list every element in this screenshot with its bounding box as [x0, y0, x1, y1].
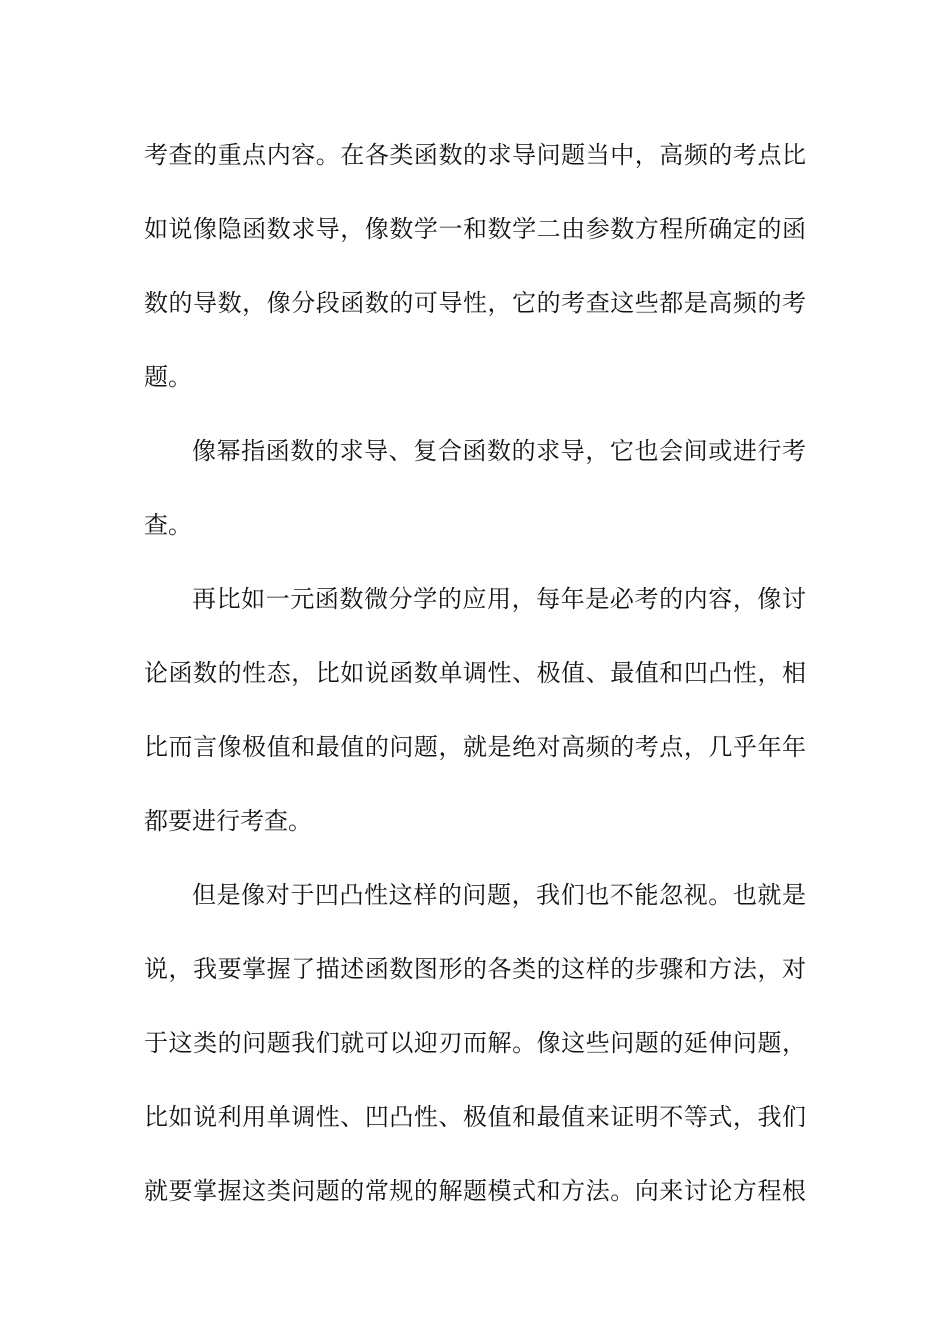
- text-line: 都要进行考查。: [144, 807, 312, 835]
- text-line: 就要掌握这类问题的常规的解题模式和方法。向来讨论方程根: [144, 1177, 806, 1205]
- paragraph-first-line: 但是像对于凹凸性这样的问题，我们也不能忽视。也就是: [192, 881, 806, 909]
- text-line: 如说像隐函数求导，像数学一和数学二由参数方程所确定的函: [144, 215, 806, 243]
- text-line: 查。: [144, 511, 192, 539]
- text-line: 题。: [144, 363, 192, 391]
- text-line: 比而言像极值和最值的问题，就是绝对高频的考点，几乎年年: [144, 733, 806, 761]
- text-line: 数的导数，像分段函数的可导性，它的考查这些都是高频的考: [144, 289, 806, 317]
- body-text: [144, 118, 806, 1228]
- text-line: 考查的重点内容。在各类函数的求导问题当中，高频的考点比: [144, 141, 806, 169]
- paragraph-first-line: 像幂指函数的求导、复合函数的求导，它也会间或进行考: [192, 437, 806, 465]
- text-line: 说，我要掌握了描述函数图形的各类的这样的步骤和方法，对: [144, 955, 806, 983]
- text-line: 论函数的性态，比如说函数单调性、极值、最值和凹凸性，相: [144, 659, 806, 687]
- text-line: 比如说利用单调性、凹凸性、极值和最值来证明不等式，我们: [144, 1103, 806, 1131]
- paragraph-first-line: 再比如一元函数微分学的应用，每年是必考的内容，像讨: [192, 585, 806, 613]
- text-line: 于这类的问题我们就可以迎刃而解。像这些问题的延伸问题，: [144, 1029, 806, 1057]
